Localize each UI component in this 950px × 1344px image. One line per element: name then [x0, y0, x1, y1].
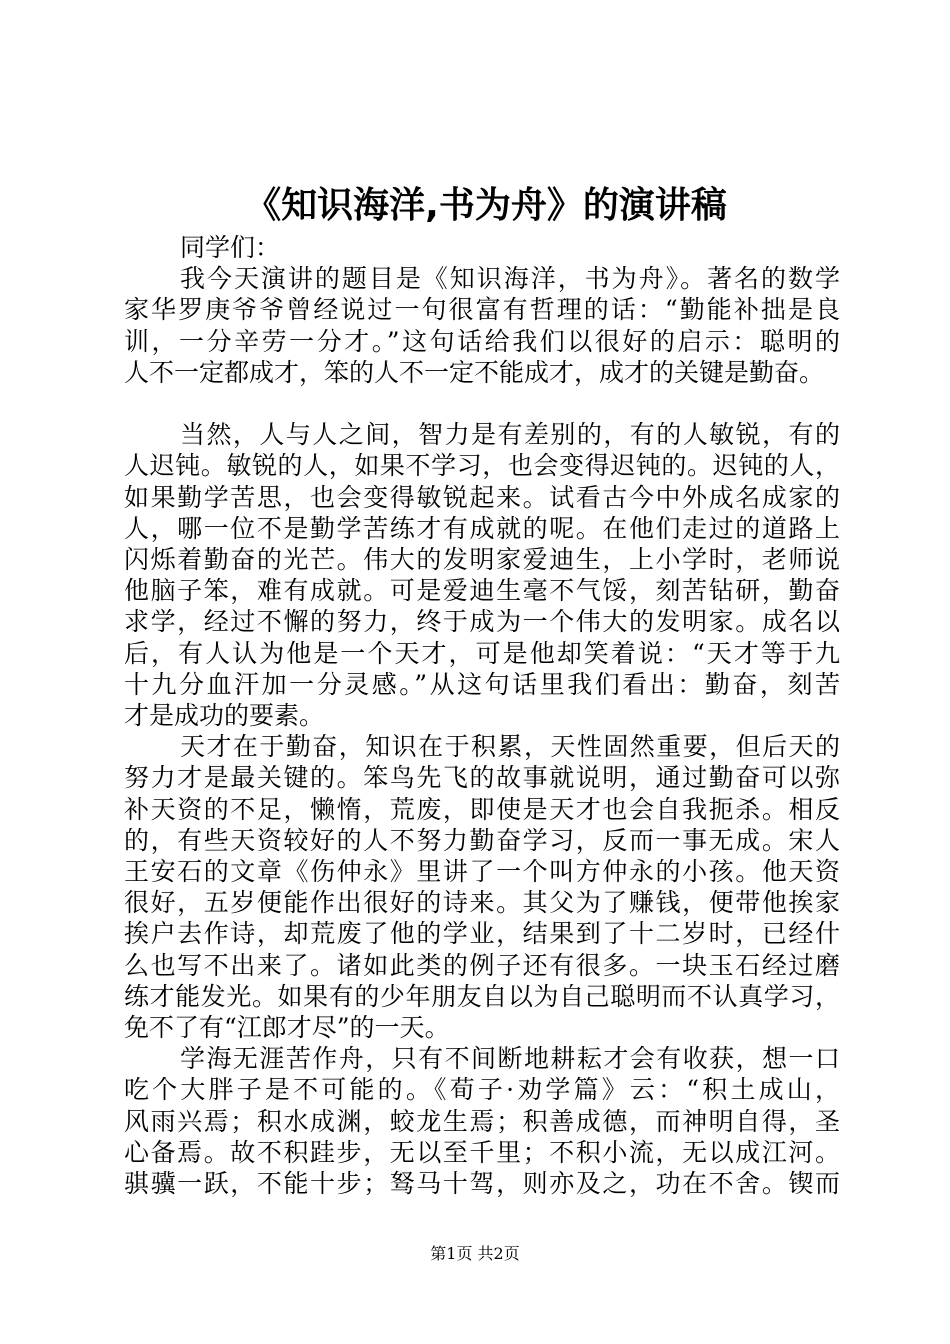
- paragraph-line: 很好，五岁便能作出很好的诗来。其父为了赚钱，便带他挨家: [124, 888, 840, 918]
- paragraph-line: 天才在于勤奋，知识在于积累，天性固然重要，但后天的: [180, 732, 840, 762]
- paragraph-gap: [124, 388, 840, 419]
- paragraph-line: 十九分血汗加一分灵感。”从这句话里我们看出：勤奋，刻苦: [124, 669, 840, 699]
- paragraph-4: [124, 1043, 840, 1199]
- paragraph-2: [124, 419, 840, 731]
- paragraph-line: 的，有些天资较好的人不努力勤奋学习，反而一事无成。宋人: [124, 825, 840, 855]
- paragraph-3: [124, 731, 840, 1043]
- paragraph-line: 我今天演讲的题目是《知识海洋，书为舟》。著名的数学: [180, 264, 840, 294]
- paragraph-line: 挨户去作诗，却荒废了他的学业，结果到了十二岁时，已经什: [124, 919, 840, 949]
- paragraph-line: 如果勤学苦思，也会变得敏锐起来。试看古今中外成名成家的: [124, 482, 840, 512]
- paragraph-line: 努力才是最关键的。笨鸟先飞的故事就说明，通过勤奋可以弥: [124, 763, 840, 793]
- paragraph-line: 练才能发光。如果有的少年朋友自以为自己聪明而不认真学习，: [124, 981, 840, 1011]
- paragraph-line: 人迟钝。敏锐的人，如果不学习，也会变得迟钝的。迟钝的人，: [124, 451, 840, 481]
- paragraph-line: 免不了有“江郎才尽”的一天。: [124, 1013, 450, 1043]
- paragraph-line: 闪烁着勤奋的光芒。伟大的发明家爱迪生，上小学时，老师说: [124, 545, 840, 575]
- paragraph-line: 人不一定都成才，笨的人不一定不能成才，成才的关键是勤奋。: [124, 357, 825, 387]
- paragraph-line: 学海无涯苦作舟，只有不间断地耕耘才会有收获，想一口: [180, 1044, 840, 1074]
- paragraph-line: 吃个大胖子是不可能的。《荀子·劝学篇》云：“积土成山，: [124, 1075, 840, 1105]
- paragraph-line: 才是成功的要素。: [124, 701, 325, 731]
- paragraph-line: 家华罗庚爷爷曾经说过一句很富有哲理的话：“勤能补拙是良: [124, 295, 840, 325]
- page-footer: 第1页 共2页: [430, 1244, 520, 1263]
- paragraph-line: 训，一分辛劳一分才。”这句话给我们以很好的启示：聪明的: [124, 326, 840, 356]
- document-title: 《知识海洋,书为舟》的演讲稿: [245, 185, 727, 226]
- paragraph-line: 风雨兴焉；积水成渊，蛟龙生焉；积善成德，而神明自得，圣: [124, 1106, 840, 1136]
- paragraph-line: 心备焉。故不积跬步，无以至千里；不积小流，无以成江河。: [124, 1137, 840, 1167]
- paragraph-line: 么也写不出来了。诸如此类的例子还有很多。一块玉石经过磨: [124, 950, 840, 980]
- paragraph-line: 补天资的不足，懒惰，荒废，即使是天才也会自我扼杀。相反: [124, 794, 840, 824]
- paragraph-line: 求学，经过不懈的努力，终于成为一个伟大的发明家。成名以: [124, 607, 840, 637]
- paragraph-line: 骐骥一跃，不能十步；驽马十驾，则亦及之，功在不舍。锲而: [124, 1169, 840, 1199]
- salutation: 同学们：: [180, 233, 281, 262]
- paragraph-line: 后，有人认为他是一个天才，可是他却笑着说：“天才等于九: [124, 638, 840, 668]
- paragraph-line: 他脑子笨，难有成就。可是爱迪生毫不气馁，刻苦钻研，勤奋: [124, 576, 840, 606]
- paragraph-line: 王安石的文章《伤仲永》里讲了一个叫方仲永的小孩。他天资: [124, 857, 840, 887]
- paragraph-line: 人，哪一位不是勤学苦练才有成就的呢。在他们走过的道路上: [124, 513, 840, 543]
- paragraph-1: [124, 263, 840, 388]
- document-body: [124, 180, 840, 1199]
- paragraph-line: 当然，人与人之间，智力是有差别的，有的人敏锐，有的: [180, 420, 840, 450]
